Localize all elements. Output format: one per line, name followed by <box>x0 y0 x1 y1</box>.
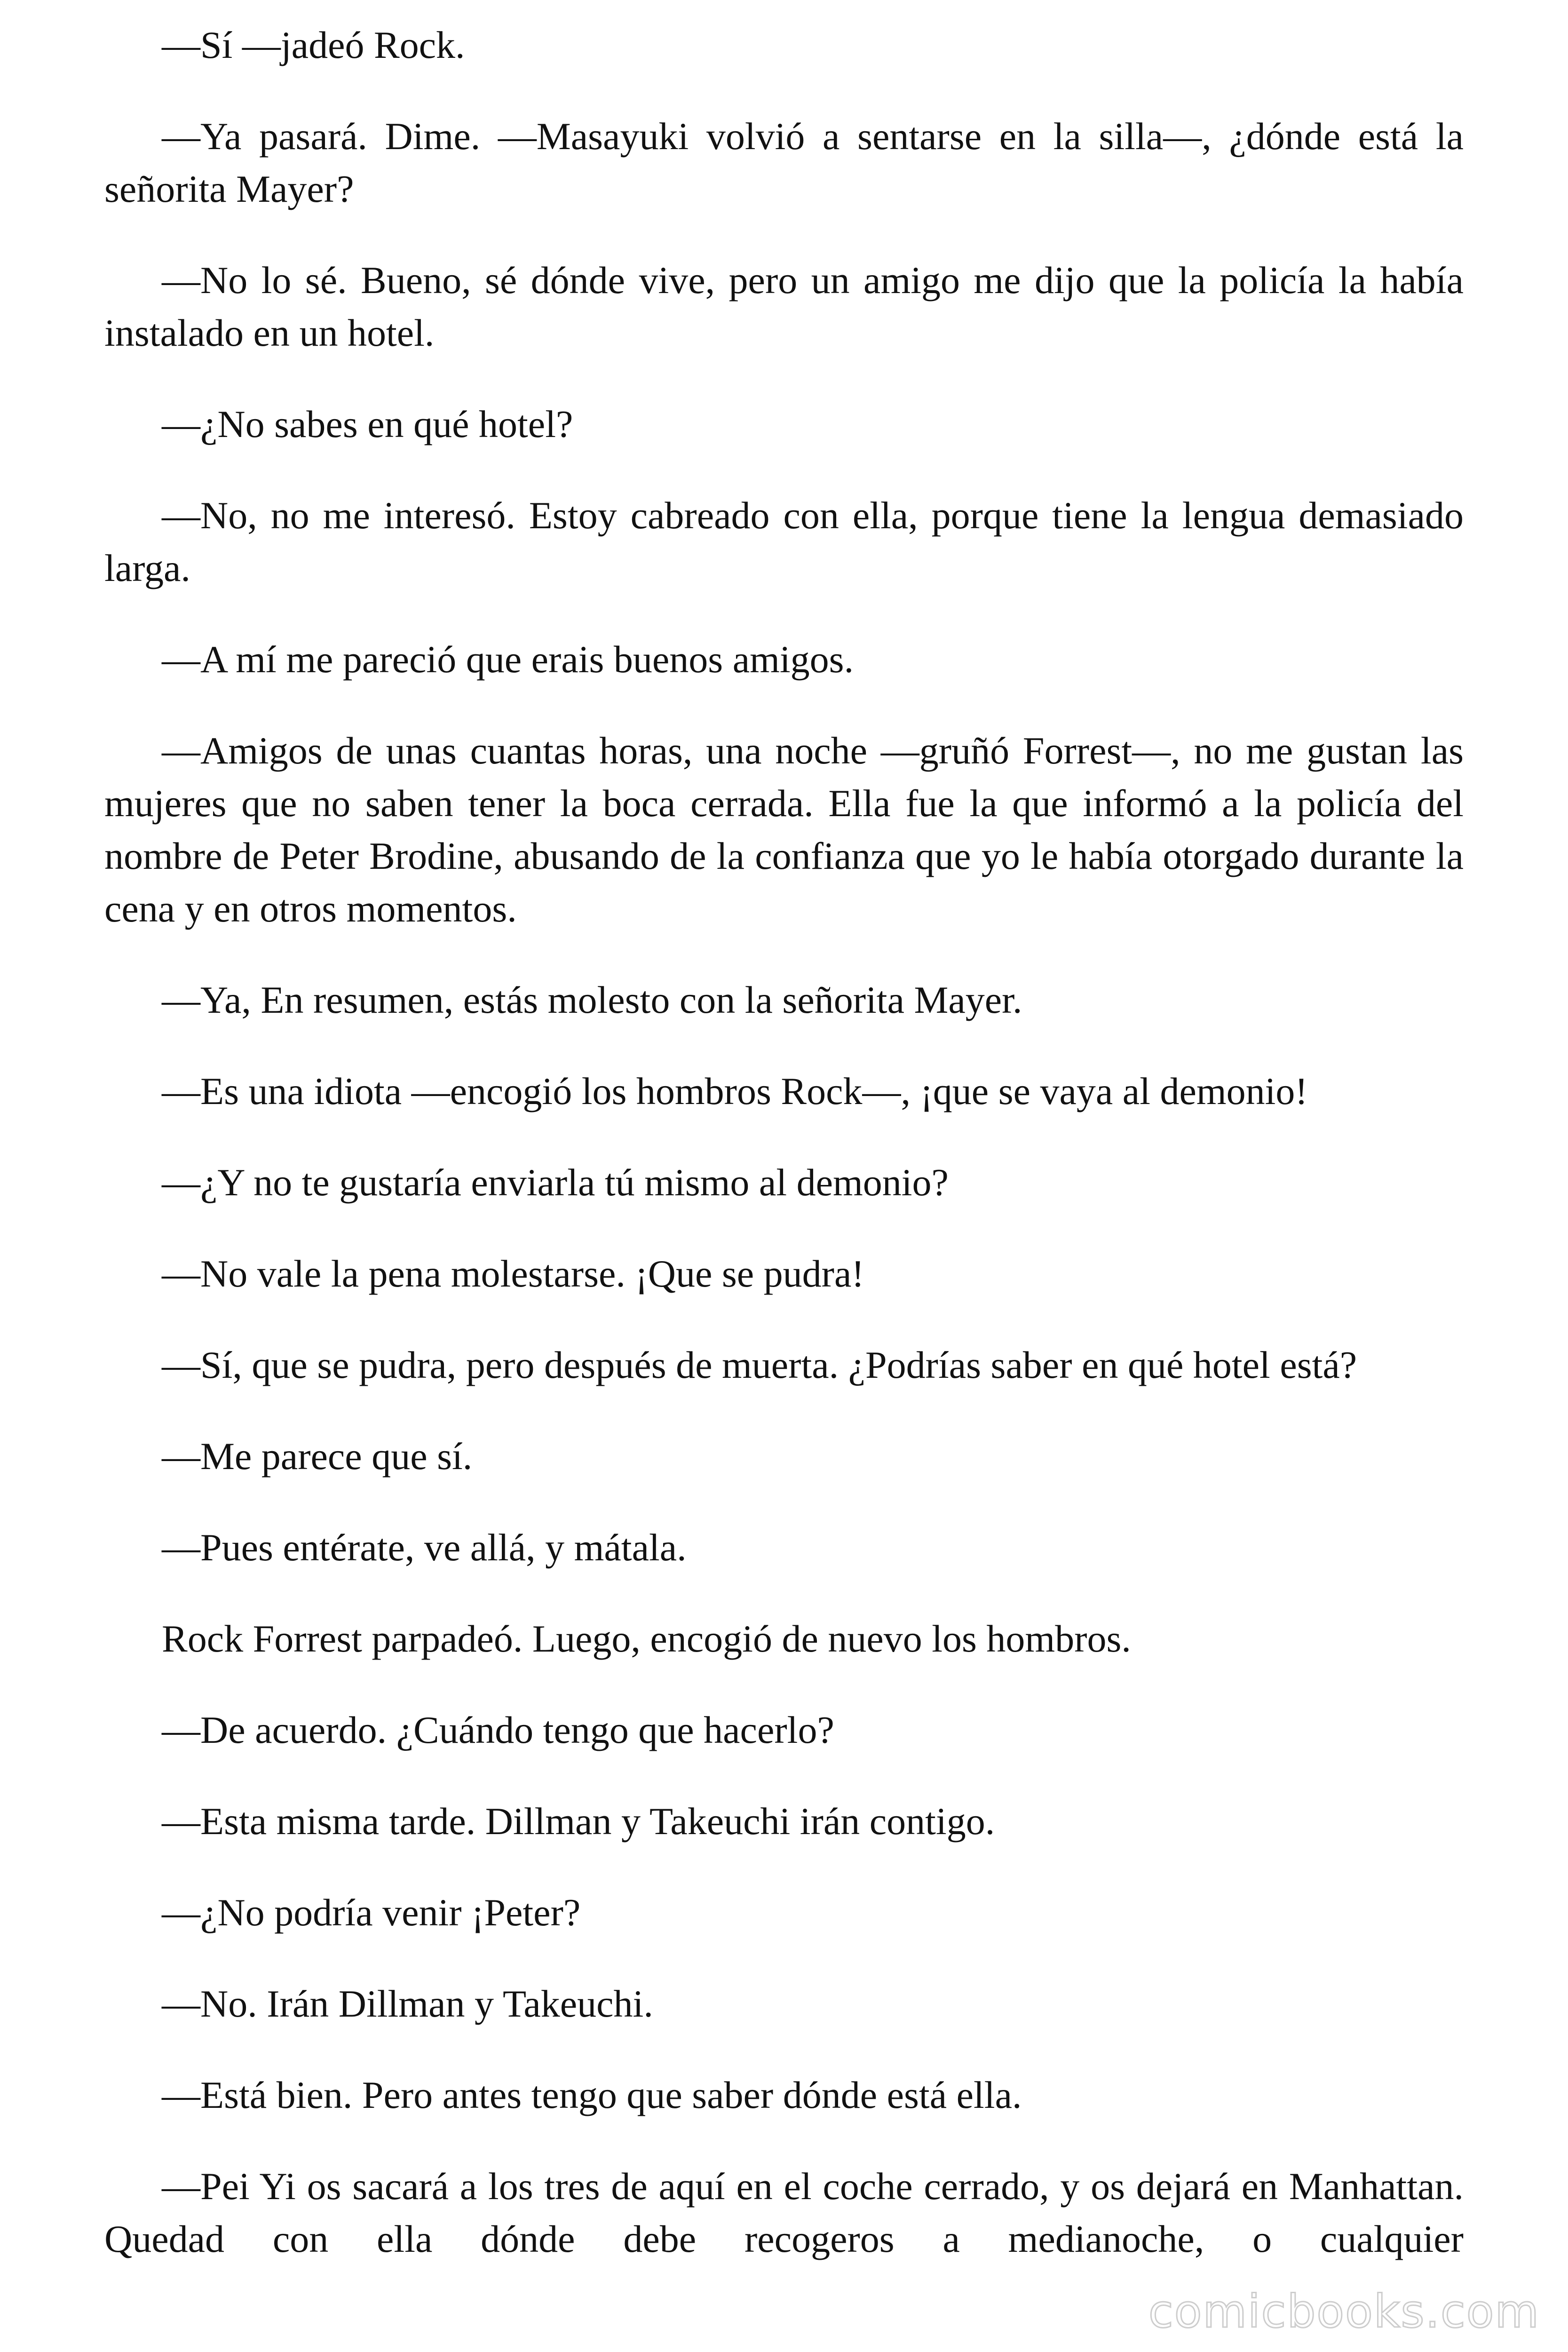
paragraph: —Sí, que se pudra, pero después de muerta. ¿Podrías saber en qué hotel está? <box>162 1343 1357 1386</box>
paragraph: —Ya, En resumen, estás molesto con la señorita Mayer. <box>162 978 1022 1021</box>
paragraph: —No vale la pena molestarse. ¡Que se pudra! <box>162 1252 864 1295</box>
paragraph: —Amigos de unas cuantas horas, una noche —gruñó Forrest—, no me gustan las mujeres que no saben tener la boca cerrada. Ella fue la que informó a la policía del nombre de Peter Brodine, abusando de la confianza que yo le había otorgado durante la cena y en otros momentos. <box>104 729 1464 930</box>
watermark-logo: comicbooks.com <box>1148 2285 1540 2338</box>
paragraph: —Esta misma tarde. Dillman y Takeuchi irán contigo. <box>162 1800 995 1843</box>
paragraph: —Pei Yi os sacará a los tres de aquí en el coche cerrado, y os dejará en Manhattan. Quedad con ella dónde debe recogeros a medianoche, o cualquier <box>104 2165 1464 2260</box>
paragraph: —Es una idiota —encogió los hombros Rock—, ¡que se vaya al demonio! <box>162 1070 1308 1112</box>
paragraph: —No, no me interesó. Estoy cabreado con ella, porque tiene la lengua demasiado larga. <box>104 494 1464 589</box>
text-column <box>104 19 1464 2304</box>
paragraph: —Sí —jadeó Rock. <box>162 24 465 66</box>
paragraph: —De acuerdo. ¿Cuándo tengo que hacerlo? <box>162 1708 834 1751</box>
paragraph: —No lo sé. Bueno, sé dónde vive, pero un amigo me dijo que la policía la había instalado en un hotel. <box>104 259 1464 354</box>
paragraph: —Me parece que sí. <box>162 1435 473 1478</box>
paragraph: Rock Forrest parpadeó. Luego, encogió de nuevo los hombros. <box>162 1617 1131 1660</box>
paragraph: —¿No sabes en qué hotel? <box>162 403 573 445</box>
paragraph: —Pues entérate, ve allá, y mátala. <box>162 1526 687 1569</box>
paragraph: —¿No podría venir ¡Peter? <box>162 1891 581 1934</box>
paragraph: —Ya pasará. Dime. —Masayuki volvió a sentarse en la silla—, ¿dónde está la señorita Mayer? <box>104 115 1464 210</box>
paragraph: —A mí me pareció que erais buenos amigos. <box>162 638 854 681</box>
paragraph: —¿Y no te gustaría enviarla tú mismo al demonio? <box>162 1161 949 1204</box>
paragraph: —Está bien. Pero antes tengo que saber dónde está ella. <box>162 2074 1022 2116</box>
paragraph: —No. Irán Dillman y Takeuchi. <box>162 1982 653 2025</box>
